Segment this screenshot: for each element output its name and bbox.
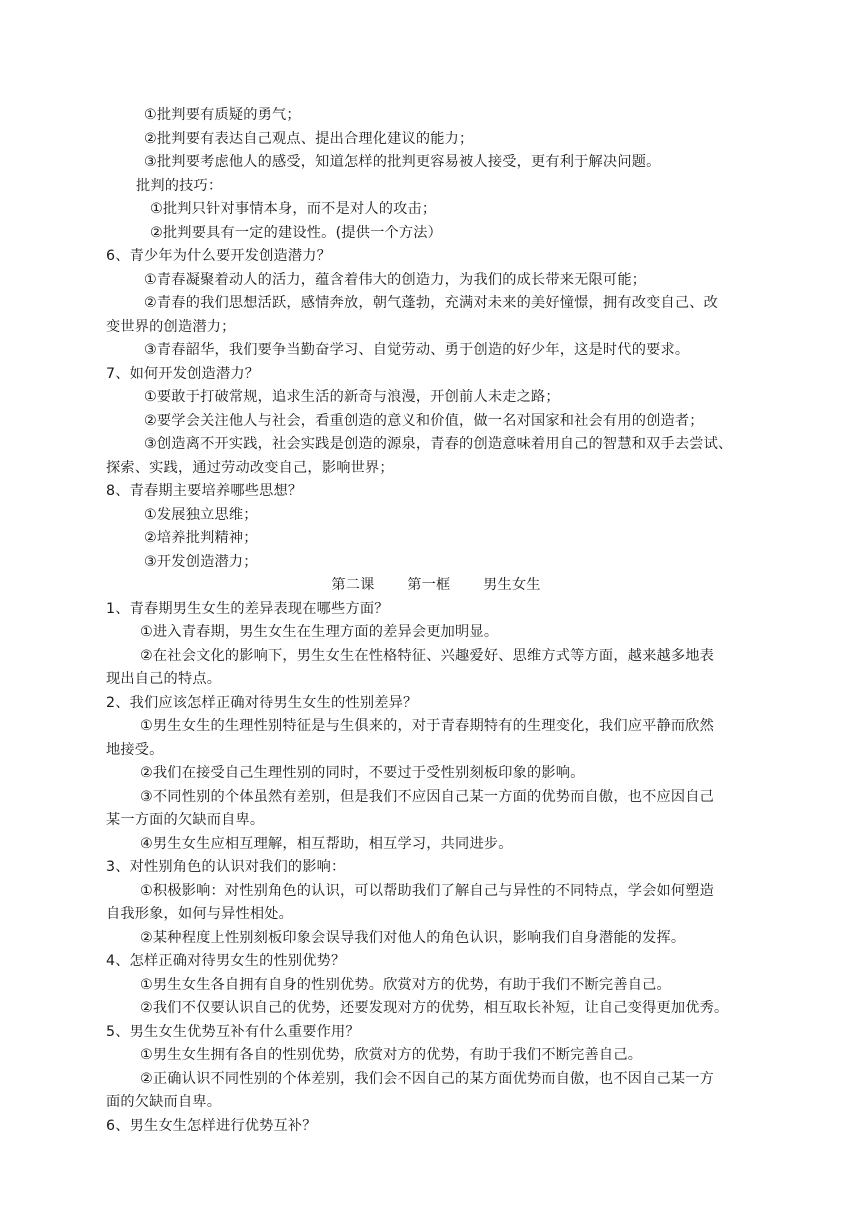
paragraph-line: ①批判只针对事情本身，而不是对人的攻击； <box>150 201 437 217</box>
paragraph-line: ②我们不仅要认识自己的优势，还要发现对方的优势，相互取长补短，让自己变得更加优秀。 <box>140 1000 729 1016</box>
paragraph-line: ③创造离不开实践，社会实践是创造的源泉，青春的创造意味着用自己的智慧和双手去尝试、 <box>144 436 733 452</box>
paragraph-line: ①青春凝聚着动人的活力，蕴含着伟大的创造力，为我们的成长带来无限可能； <box>144 271 647 288</box>
document-body <box>106 104 756 1138</box>
paragraph-line: 某一方面的欠缺而自卑。 <box>106 812 265 828</box>
paragraph-line: ①男生女生的生理性别特征是与生俱来的，对于青春期特有的生理变化，我们应平静而欣然 <box>140 718 715 734</box>
question-heading: 5、男生女生优势互补有什么重要作用？ <box>106 1023 360 1040</box>
question-heading: 7、如何开发创造潜力？ <box>106 365 260 382</box>
question-heading: 3、对性别角色的认识对我们的影响： <box>106 859 346 875</box>
paragraph-line: ③不同性别的个体虽然有差别，但是我们不应因自己某一方面的优势而自傲，也不应因自己 <box>140 788 715 805</box>
question-heading: 2、我们应该怎样正确对待男生女生的性别差异？ <box>106 694 418 711</box>
question-heading: 6、青少年为什么要开发创造潜力？ <box>106 248 332 264</box>
paragraph-line: 现出自己的特点。 <box>106 671 222 687</box>
question-heading: 8、青春期主要培养哪些思想？ <box>106 483 303 499</box>
topic-label: 男生女生 <box>483 577 541 593</box>
paragraph-line: ③青春韶华，我们要争当勤奋学习、自觉劳动、勇于创造的好少年，这是时代的要求。 <box>144 342 690 358</box>
paragraph-line: ②我们在接受自己生理性别的同时，不要过于受性别刻板印象的影响。 <box>140 765 585 781</box>
paragraph-line: ②批判要有表达自己观点、提出合理化建议的能力； <box>144 130 474 147</box>
paragraph-line: 面的欠缺而自卑。 <box>106 1094 222 1110</box>
paragraph-line: ①批判要有质疑的勇气； <box>144 107 301 123</box>
paragraph-line: ①发展独立思维； <box>144 506 258 523</box>
paragraph-line: ③批判要考虑他人的感受，知道怎样的批判更容易被人接受，更有利于解决问题。 <box>144 154 661 170</box>
paragraph-line: ②正确认识不同性别的个体差别，我们会不因自己的某方面优势而自傲，也不因自己某一方 <box>140 1070 715 1087</box>
paragraph-line: 变世界的创造潜力； <box>106 318 236 335</box>
paragraph-line: ①积极影响：对性别角色的认识，可以帮助我们了解自己与异性的不同特点，学会如何塑造 <box>140 882 715 899</box>
question-heading: 4、怎样正确对待男女生的性别优势？ <box>106 953 346 969</box>
paragraph-line: ②批判要具有一定的建设性。(提供一个方法） <box>150 224 443 241</box>
paragraph-line: 探索、实践，通过劳动改变自己，影响世界； <box>106 459 394 476</box>
paragraph-line: ①男生女生各自拥有自身的性别优势。欣赏对方的优势，有助于我们不断完善自己。 <box>140 976 671 993</box>
paragraph-line: ④男生女生应相互理解，相互帮助，相互学习，共同进步。 <box>140 835 513 852</box>
paragraph-line: ①男生女生拥有各自的性别优势，欣赏对方的优势，有助于我们不断完善自己。 <box>140 1047 643 1063</box>
paragraph-line: ①进入青春期，男生女生在生理方面的差异会更加明显。 <box>140 624 499 640</box>
lesson-label: 第二课 <box>331 577 375 593</box>
subheading: 批判的技巧： <box>136 177 223 194</box>
paragraph-line: ②要学会关注他人与社会，看重创造的意义和价值，做一名对国家和社会有用的创造者； <box>144 412 704 429</box>
paragraph-line: ②某种程度上性别刻板印象会误导我们对他人的角色认识，影响我们自身潜能的发挥。 <box>140 929 686 946</box>
section-title <box>106 574 756 598</box>
question-heading: 1、青春期男生女生的差异表现在哪些方面？ <box>106 600 389 617</box>
paragraph-line: 自我形象，如何与异性相处。 <box>106 906 294 922</box>
question-heading: 6、男生女生怎样进行优势互补？ <box>106 1117 317 1134</box>
paragraph-line: 地接受。 <box>106 741 164 758</box>
paragraph-line: ①要敢于打破常规，追求生活的新奇与浪漫，开创前人未走之路； <box>144 389 560 405</box>
paragraph-line: ②培养批判精神； <box>144 530 258 546</box>
paragraph-line: ②青春的我们思想活跃，感情奔放，朝气蓬勃，充满对未来的美好憧憬，拥有改变自己、改 <box>144 295 719 311</box>
paragraph-line: ③开发创造潜力； <box>144 553 258 570</box>
paragraph-line: ②在社会文化的影响下，男生女生在性格特征、兴趣爱好、思维方式等方面，越来越多地表 <box>140 647 715 664</box>
frame-label: 第一框 <box>407 577 451 593</box>
